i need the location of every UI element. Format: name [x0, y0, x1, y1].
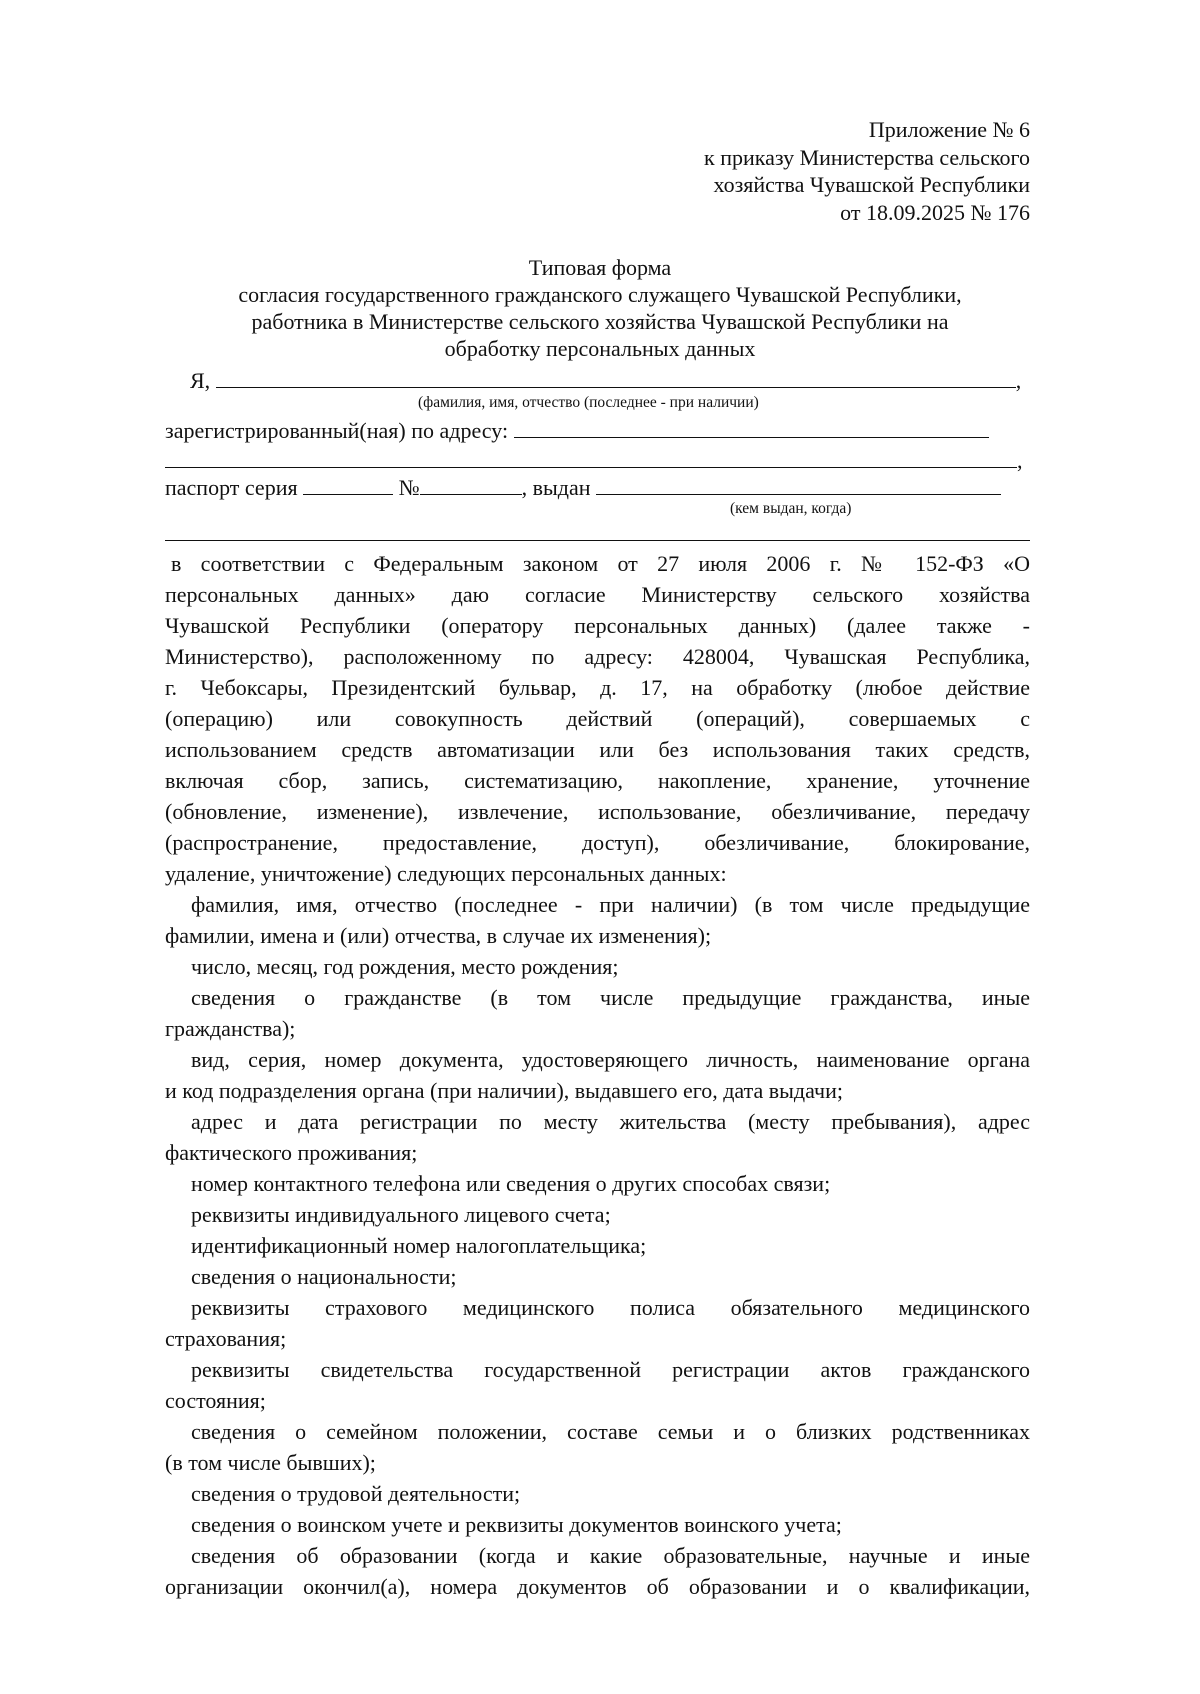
issued-by-field-2[interactable] — [165, 540, 1030, 541]
i-label: Я, — [190, 368, 211, 393]
body-line: персональных данных» даю согласие Министерству сельского хозяйства — [165, 582, 1030, 607]
body-line: Министерство), расположенному по адресу: 428004, Чувашская Республика, — [165, 644, 1030, 669]
title-line: работника в Министерстве сельского хозяйства Чувашской Республики на — [251, 309, 949, 334]
body-line: и код подразделения органа (при наличии), выдавшего его, дата выдачи; — [165, 1078, 843, 1103]
header-line: Приложение № 6 — [868, 117, 1030, 142]
title-line: согласия государственного гражданского служащего Чувашской Республики, — [238, 282, 962, 307]
body-line: сведения о национальности; — [191, 1264, 457, 1289]
comma: , — [1017, 448, 1023, 473]
body-line: номер контактного телефона или сведения о других способах связи; — [191, 1171, 831, 1196]
title-line: обработку персональных данных — [444, 336, 756, 361]
header-line: от 18.09.2025 № 176 — [840, 199, 1030, 225]
body-line: организации окончил(а), номера документов об образовании и о квалификации, — [165, 1574, 1030, 1599]
header-line: к приказу Министерства сельского — [704, 144, 1030, 170]
address-row-2 — [165, 448, 1023, 474]
address-field[interactable] — [514, 419, 989, 438]
body-line: использованием средств автоматизации или без использования таких средств, — [165, 737, 1030, 762]
body-line: реквизиты страхового медицинского полиса обязательного медицинского — [191, 1295, 1030, 1320]
fio-row — [190, 368, 1021, 394]
body-line: адрес и дата регистрации по месту жительства (месту пребывания), адрес — [191, 1109, 1030, 1134]
issued-label: , выдан — [521, 475, 591, 500]
body-line: фамилия, имя, отчество (последнее - при наличии) (в том числе предыдущие — [191, 892, 1030, 917]
body-line: включая сбор, запись, систематизацию, накопление, хранение, уточнение — [165, 768, 1030, 793]
address-field-2[interactable] — [165, 449, 1017, 468]
passport-row — [165, 475, 1001, 501]
passport-label: паспорт серия — [165, 475, 298, 500]
body-line: удаление, уничтожение) следующих персональных данных: — [165, 861, 727, 886]
appendix-header — [704, 116, 1030, 226]
title-line: Типовая форма — [528, 255, 672, 280]
address-label: зарегистрированный(ная) по адресу: — [165, 418, 509, 443]
body-line: сведения об образовании (когда и какие образовательные, научные и иные — [191, 1543, 1030, 1568]
fio-field[interactable] — [216, 369, 1016, 388]
body-line: вид, серия, номер документа, удостоверяющего личность, наименование органа — [191, 1047, 1030, 1072]
issued-caption: (кем выдан, когда) — [730, 500, 852, 517]
passport-number-field[interactable] — [420, 476, 522, 495]
body-line: страхования; — [165, 1326, 287, 1351]
comma: , — [1015, 368, 1022, 393]
body-line: реквизиты индивидуального лицевого счета; — [191, 1202, 611, 1227]
body-line: в соответствии с Федеральным законом от 27 июля 2006 г. № 152-ФЗ «О — [171, 551, 1030, 576]
number-label: № — [398, 475, 420, 500]
body-line: гражданства); — [165, 1016, 296, 1041]
body-line: сведения о семейном положении, составе семьи и о близких родственниках — [191, 1419, 1030, 1444]
body-line: идентификационный номер налогоплательщика; — [191, 1233, 647, 1258]
body-line: (операцию) или совокупность действий (операций), совершаемых с — [165, 706, 1030, 731]
body-line: сведения о гражданстве (в том числе предыдущие гражданства, иные — [191, 985, 1030, 1010]
body-line: состояния; — [165, 1388, 266, 1413]
passport-series-field[interactable] — [303, 476, 393, 495]
body-line: сведения о воинском учете и реквизиты документов воинского учета; — [191, 1512, 842, 1537]
consent-body — [165, 548, 1030, 1602]
body-line: реквизиты свидетельства государственной регистрации актов гражданского — [191, 1357, 1030, 1382]
body-line: (в том числе бывших); — [165, 1450, 376, 1475]
document-title — [0, 254, 1200, 362]
body-line: фактического проживания; — [165, 1140, 418, 1165]
body-line: Чувашской Республики (оператору персональных данных) (далее также - — [165, 613, 1030, 638]
body-line: г. Чебоксары, Президентский бульвар, д. 17, на обработку (любое действие — [165, 675, 1030, 700]
issued-by-field[interactable] — [596, 476, 1001, 495]
body-line: сведения о трудовой деятельности; — [191, 1481, 521, 1506]
fio-caption: (фамилия, имя, отчество (последнее - при наличии) — [418, 394, 759, 411]
body-line: (распространение, предоставление, доступ), обезличивание, блокирование, — [165, 830, 1030, 855]
body-line: (обновление, изменение), извлечение, использование, обезличивание, передачу — [165, 799, 1030, 824]
header-line: хозяйства Чувашской Республики — [713, 172, 1030, 197]
address-row — [165, 418, 989, 444]
body-line: фамилии, имена и (или) отчества, в случае их изменения); — [165, 923, 712, 948]
body-line: число, месяц, год рождения, место рождения; — [191, 954, 619, 979]
